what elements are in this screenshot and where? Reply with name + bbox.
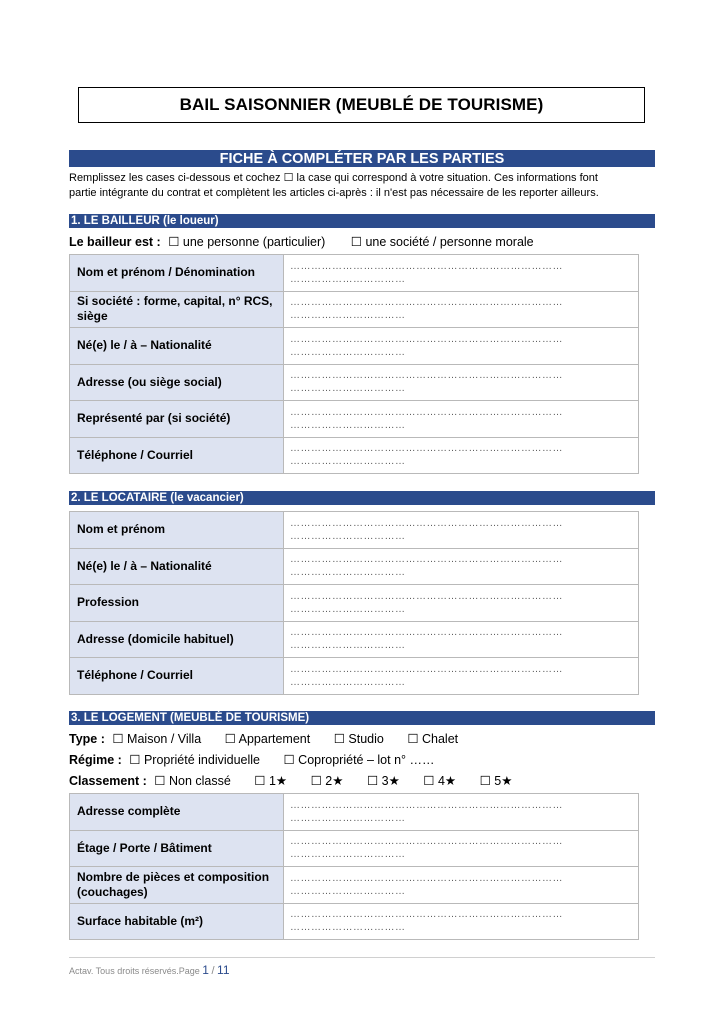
type-line xyxy=(69,731,458,746)
input-field[interactable]: …………………………………………………………………… …………………………… xyxy=(284,437,639,474)
classement-label: Classement : xyxy=(69,774,147,788)
input-field[interactable]: …………………………………………………………………… …………………………… xyxy=(284,512,639,549)
table-row xyxy=(70,585,639,622)
row-label: Étage / Porte / Bâtiment xyxy=(70,830,284,867)
document-title: BAIL SAISONNIER (MEUBLÉ DE TOURISME) xyxy=(78,87,645,123)
checkbox-3-etoiles[interactable]: ☐ 3★ xyxy=(366,774,400,788)
type-label: Type : xyxy=(69,732,105,746)
bailleur-table xyxy=(69,254,639,474)
table-row xyxy=(70,548,639,585)
bailleur-type-label: Le bailleur est : xyxy=(69,235,161,249)
input-field[interactable]: …………………………………………………………………… …………………………… xyxy=(284,548,639,585)
checkbox-chalet[interactable]: ☐ Chalet xyxy=(407,732,459,746)
row-label: Profession xyxy=(70,585,284,622)
table-row xyxy=(70,291,639,328)
checkbox-studio[interactable]: ☐ Studio xyxy=(333,732,384,746)
page-separator: / xyxy=(211,965,215,977)
checkbox-personne[interactable]: ☐ une personne (particulier) xyxy=(168,235,326,249)
section-header-locataire: 2. LE LOCATAIRE (le vacancier) xyxy=(69,491,655,505)
row-label: Si société : forme, capital, n° RCS, siège xyxy=(70,291,284,328)
table-row xyxy=(70,512,639,549)
input-field[interactable]: …………………………………………………………………… …………………………… xyxy=(284,867,639,904)
row-label: Adresse (ou siège social) xyxy=(70,364,284,401)
intro-line-2: partie intégrante du contrat et complètent les articles ci-après : il n'est pas nécessaire de les reporter ailleurs. xyxy=(69,186,599,199)
checkbox-propriete-individuelle[interactable]: ☐ Propriété individuelle xyxy=(129,753,261,767)
row-label: Nom et prénom xyxy=(70,512,284,549)
input-field[interactable]: …………………………………………………………………… …………………………… xyxy=(284,328,639,365)
checkbox-societe[interactable]: ☐ une société / personne morale xyxy=(350,235,534,249)
input-field[interactable]: …………………………………………………………………… …………………………… xyxy=(284,830,639,867)
logement-table xyxy=(69,793,639,940)
row-label: Adresse complète xyxy=(70,794,284,831)
table-row xyxy=(70,658,639,695)
input-field[interactable]: …………………………………………………………………… …………………………… xyxy=(284,401,639,438)
row-label: Né(e) le / à – Nationalité xyxy=(70,548,284,585)
table-row xyxy=(70,830,639,867)
checkbox-5-etoiles[interactable]: ☐ 5★ xyxy=(479,774,513,788)
page-total: 11 xyxy=(217,963,230,977)
regime-line xyxy=(69,752,435,767)
table-row xyxy=(70,903,639,940)
checkbox-1-etoile[interactable]: ☐ 1★ xyxy=(254,774,288,788)
page-footer xyxy=(69,963,230,977)
table-row xyxy=(70,794,639,831)
checkbox-appartement[interactable]: ☐ Appartement xyxy=(224,732,311,746)
row-label: Téléphone / Courriel xyxy=(70,658,284,695)
row-label: Nom et prénom / Dénomination xyxy=(70,255,284,292)
section-header-bailleur: 1. LE BAILLEUR (le loueur) xyxy=(69,214,655,228)
input-field[interactable]: …………………………………………………………………… …………………………… xyxy=(284,794,639,831)
table-row xyxy=(70,867,639,904)
checkbox-maison-villa[interactable]: ☐ Maison / Villa xyxy=(112,732,202,746)
intro-line-1: Remplissez les cases ci-dessous et cochez ☐ la case qui correspond à votre situation. Ces informations font xyxy=(69,172,598,184)
row-label: Né(e) le / à – Nationalité xyxy=(70,328,284,365)
footer-text: Actav. Tous droits réservés.Page xyxy=(69,966,200,976)
checkbox-non-classe[interactable]: ☐ Non classé xyxy=(154,774,231,788)
row-label: Téléphone / Courriel xyxy=(70,437,284,474)
input-field[interactable]: …………………………………………………………………… …………………………… xyxy=(284,291,639,328)
regime-label: Régime : xyxy=(69,753,122,767)
table-row xyxy=(70,401,639,438)
checkbox-4-etoiles[interactable]: ☐ 4★ xyxy=(423,774,457,788)
fiche-header: FICHE À COMPLÉTER PAR LES PARTIES xyxy=(69,150,655,167)
input-field[interactable]: …………………………………………………………………… …………………………… xyxy=(284,255,639,292)
input-field[interactable]: …………………………………………………………………… …………………………… xyxy=(284,621,639,658)
table-row xyxy=(70,621,639,658)
input-field[interactable]: …………………………………………………………………… …………………………… xyxy=(284,658,639,695)
locataire-table xyxy=(69,511,639,695)
row-label: Nombre de pièces et composition (couchages) xyxy=(70,867,284,904)
row-label: Adresse (domicile habituel) xyxy=(70,621,284,658)
table-row xyxy=(70,364,639,401)
table-row xyxy=(70,328,639,365)
classement-line xyxy=(69,773,512,788)
page-number: 1 xyxy=(202,963,209,977)
input-field[interactable]: …………………………………………………………………… …………………………… xyxy=(284,903,639,940)
table-row xyxy=(70,255,639,292)
intro-text xyxy=(69,171,659,200)
footer-divider xyxy=(69,957,655,958)
section-header-logement: 3. LE LOGEMENT (MEUBLÉ DE TOURISME) xyxy=(69,711,655,725)
input-field[interactable]: …………………………………………………………………… …………………………… xyxy=(284,364,639,401)
bailleur-type-line xyxy=(69,234,534,249)
table-row xyxy=(70,437,639,474)
input-field[interactable]: …………………………………………………………………… …………………………… xyxy=(284,585,639,622)
row-label: Représenté par (si société) xyxy=(70,401,284,438)
checkbox-copropriete[interactable]: ☐ Copropriété – lot n° …… xyxy=(283,753,435,767)
row-label: Surface habitable (m²) xyxy=(70,903,284,940)
checkbox-2-etoiles[interactable]: ☐ 2★ xyxy=(310,774,344,788)
